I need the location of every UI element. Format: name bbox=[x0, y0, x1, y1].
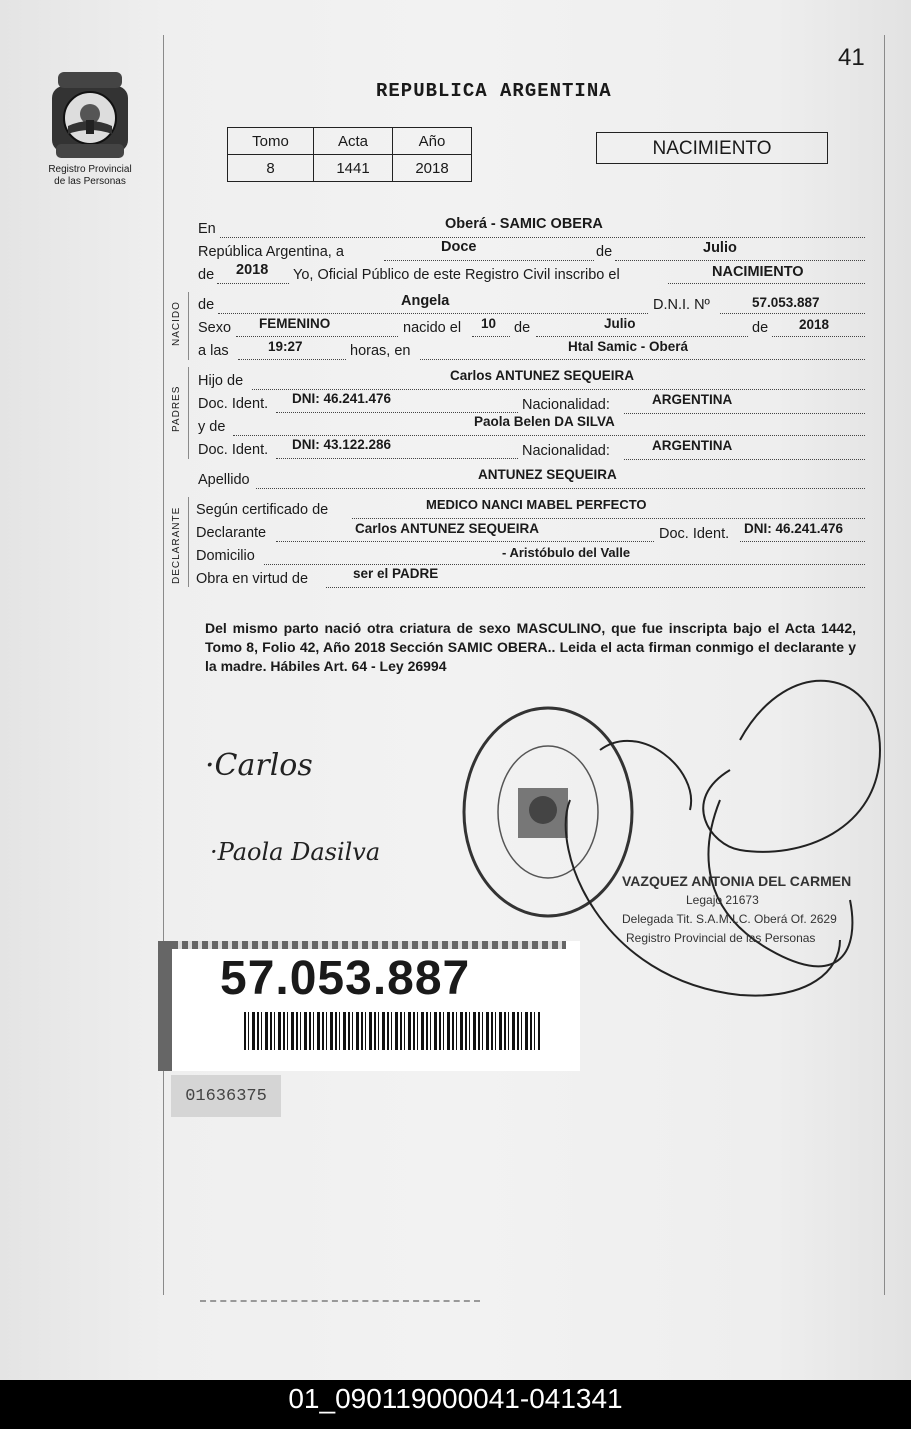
mother-doc-value: DNI: 43.122.286 bbox=[292, 437, 392, 452]
dotted-line bbox=[220, 236, 865, 238]
declarante-label: Declarante bbox=[196, 525, 267, 541]
dotted-line bbox=[276, 540, 654, 542]
tomo-header: Tomo bbox=[228, 128, 314, 155]
officer-role: Delegada Tit. S.A.M.I.C. Oberá Of. 2629 bbox=[622, 912, 837, 926]
declarante-section-label: DECLARANTE bbox=[171, 506, 182, 584]
dotted-line bbox=[352, 517, 865, 519]
dotted-line bbox=[256, 487, 865, 489]
dotted-line bbox=[218, 312, 648, 314]
declarante-doc-value: DNI: 46.241.476 bbox=[744, 521, 844, 536]
barcode-icon bbox=[244, 1012, 540, 1050]
en-label: En bbox=[198, 221, 216, 237]
horas-en-label: horas, en bbox=[350, 343, 411, 359]
father-nationality-label: Nacionalidad: bbox=[522, 397, 610, 413]
logo-caption-line1: Registro Provincial bbox=[48, 164, 132, 175]
child-name-value: Angela bbox=[401, 293, 450, 309]
father-nationality-value: ARGENTINA bbox=[652, 392, 733, 407]
republic-label: República Argentina, a bbox=[198, 244, 344, 260]
acta-value: 1441 bbox=[314, 155, 393, 182]
place-value: Oberá - SAMIC OBERA bbox=[445, 216, 603, 232]
certificado-value: MEDICO NANCI MABEL PERFECTO bbox=[426, 497, 647, 512]
officer-name: VAZQUEZ ANTONIA DEL CARMEN bbox=[622, 873, 852, 889]
logo-caption bbox=[30, 164, 150, 188]
document-title: REPUBLICA ARGENTINA bbox=[376, 80, 612, 102]
record-type-box: NACIMIENTO bbox=[596, 132, 828, 164]
province-seal-icon bbox=[48, 68, 132, 160]
dotted-line bbox=[536, 335, 748, 337]
father-doc-label: Doc. Ident. bbox=[198, 396, 269, 412]
domicilio-label: Domicilio bbox=[196, 548, 255, 564]
section-divider bbox=[188, 292, 189, 360]
mother-doc-label: Doc. Ident. bbox=[198, 442, 269, 458]
dni-label: D.N.I. Nº bbox=[653, 297, 710, 313]
dotted-line bbox=[233, 434, 865, 436]
oficial-label: Yo, Oficial Público de este Registro Civil inscribo el bbox=[293, 267, 620, 283]
card-serial-number: 01636375 bbox=[171, 1075, 281, 1117]
dotted-line bbox=[420, 358, 865, 360]
dotted-line bbox=[384, 259, 594, 261]
dni-card-number: 57.053.887 bbox=[220, 952, 471, 1005]
file-id-bar: 01_090119000041-041341 bbox=[0, 1380, 911, 1429]
y-de-label: y de bbox=[198, 419, 226, 435]
officer-org: Registro Provincial de las Personas bbox=[626, 931, 816, 945]
dotted-line bbox=[624, 458, 865, 460]
declarant-signature: ·Carlos bbox=[205, 748, 313, 783]
padres-section-label: PADRES bbox=[171, 385, 182, 432]
registry-table bbox=[227, 127, 472, 182]
dotted-line bbox=[772, 335, 865, 337]
mother-name-value: Paola Belen DA SILVA bbox=[474, 414, 615, 429]
year-value: 2018 bbox=[236, 262, 269, 278]
month-value: Julio bbox=[703, 240, 737, 256]
bottom-dashed-line bbox=[200, 1300, 480, 1302]
dotted-line bbox=[264, 563, 865, 565]
hijo-de-label: Hijo de bbox=[198, 373, 244, 389]
officer-stamp-text bbox=[622, 872, 851, 948]
event-value: NACIMIENTO bbox=[712, 264, 804, 280]
de-label: de bbox=[198, 297, 215, 313]
obra-value: ser el PADRE bbox=[353, 566, 439, 581]
dotted-line bbox=[326, 586, 865, 588]
page-number: 41 bbox=[838, 44, 865, 71]
birth-day-value: 10 bbox=[481, 316, 497, 331]
officer-legajo: Legajo 21673 bbox=[686, 893, 759, 907]
dotted-line bbox=[472, 335, 510, 337]
de-label: de bbox=[752, 320, 769, 336]
day-value: Doce bbox=[441, 239, 477, 255]
dotted-line bbox=[668, 282, 865, 284]
dotted-line bbox=[252, 388, 865, 390]
domicilio-value: - Aristóbulo del Valle bbox=[502, 545, 631, 560]
de-label: de bbox=[514, 320, 531, 336]
anio-header: Año bbox=[393, 128, 472, 155]
mother-nationality-label: Nacionalidad: bbox=[522, 443, 610, 459]
nacido-el-label: nacido el bbox=[403, 320, 462, 336]
father-doc-value: DNI: 46.241.476 bbox=[292, 391, 392, 406]
mother-nationality-value: ARGENTINA bbox=[652, 438, 733, 453]
dotted-line bbox=[615, 259, 865, 261]
sex-value: FEMENINO bbox=[259, 316, 331, 331]
logo-caption-line2: de las Personas bbox=[54, 176, 126, 187]
acta-header: Acta bbox=[314, 128, 393, 155]
dotted-line bbox=[236, 335, 398, 337]
dotted-line bbox=[217, 282, 289, 284]
father-name-value: Carlos ANTUNEZ SEQUEIRA bbox=[450, 368, 635, 383]
dotted-line bbox=[624, 412, 865, 414]
birth-year-value: 2018 bbox=[799, 317, 830, 332]
dotted-line bbox=[238, 358, 346, 360]
twin-birth-note: Del mismo parto nació otra criatura de sexo MASCULINO, que fue inscripta bajo el Acta 1442, Tomo 8, Folio 42, Año 2018 Sección SAMIC OBERA.. Leida el acta firman conmigo el declarante y la madre. Hábiles Art. 64 - Ley 26994 bbox=[205, 620, 856, 674]
alas-label: a las bbox=[198, 343, 229, 359]
mother-signature: ·Paola Dasilva bbox=[210, 838, 381, 866]
de-label: de bbox=[198, 267, 215, 283]
dotted-line bbox=[276, 411, 518, 413]
apellido-value: ANTUNEZ SEQUEIRA bbox=[478, 467, 617, 482]
certificado-label: Según certificado de bbox=[196, 502, 329, 518]
dotted-line bbox=[740, 540, 865, 542]
card-border-pattern bbox=[172, 941, 566, 949]
birth-time-value: 19:27 bbox=[268, 339, 303, 354]
apellido-label: Apellido bbox=[198, 472, 250, 488]
dotted-line bbox=[720, 312, 865, 314]
dotted-line bbox=[276, 457, 518, 459]
birth-month-value: Julio bbox=[604, 316, 636, 331]
de-label: de bbox=[596, 244, 613, 260]
left-margin-line bbox=[163, 35, 164, 1295]
child-dni-value: 57.053.887 bbox=[752, 295, 820, 310]
birth-place-value: Htal Samic - Oberá bbox=[568, 339, 689, 354]
declarante-doc-label: Doc. Ident. bbox=[659, 526, 730, 542]
anio-value: 2018 bbox=[393, 155, 472, 182]
tomo-value: 8 bbox=[228, 155, 314, 182]
section-divider bbox=[188, 497, 189, 587]
section-divider bbox=[188, 367, 189, 459]
nacido-section-label: NACIDO bbox=[171, 301, 182, 346]
obra-label: Obra en virtud de bbox=[196, 571, 309, 587]
sexo-label: Sexo bbox=[198, 320, 232, 336]
officer-signature-scribble-icon bbox=[540, 650, 890, 1010]
declarante-name-value: Carlos ANTUNEZ SEQUEIRA bbox=[355, 521, 540, 536]
